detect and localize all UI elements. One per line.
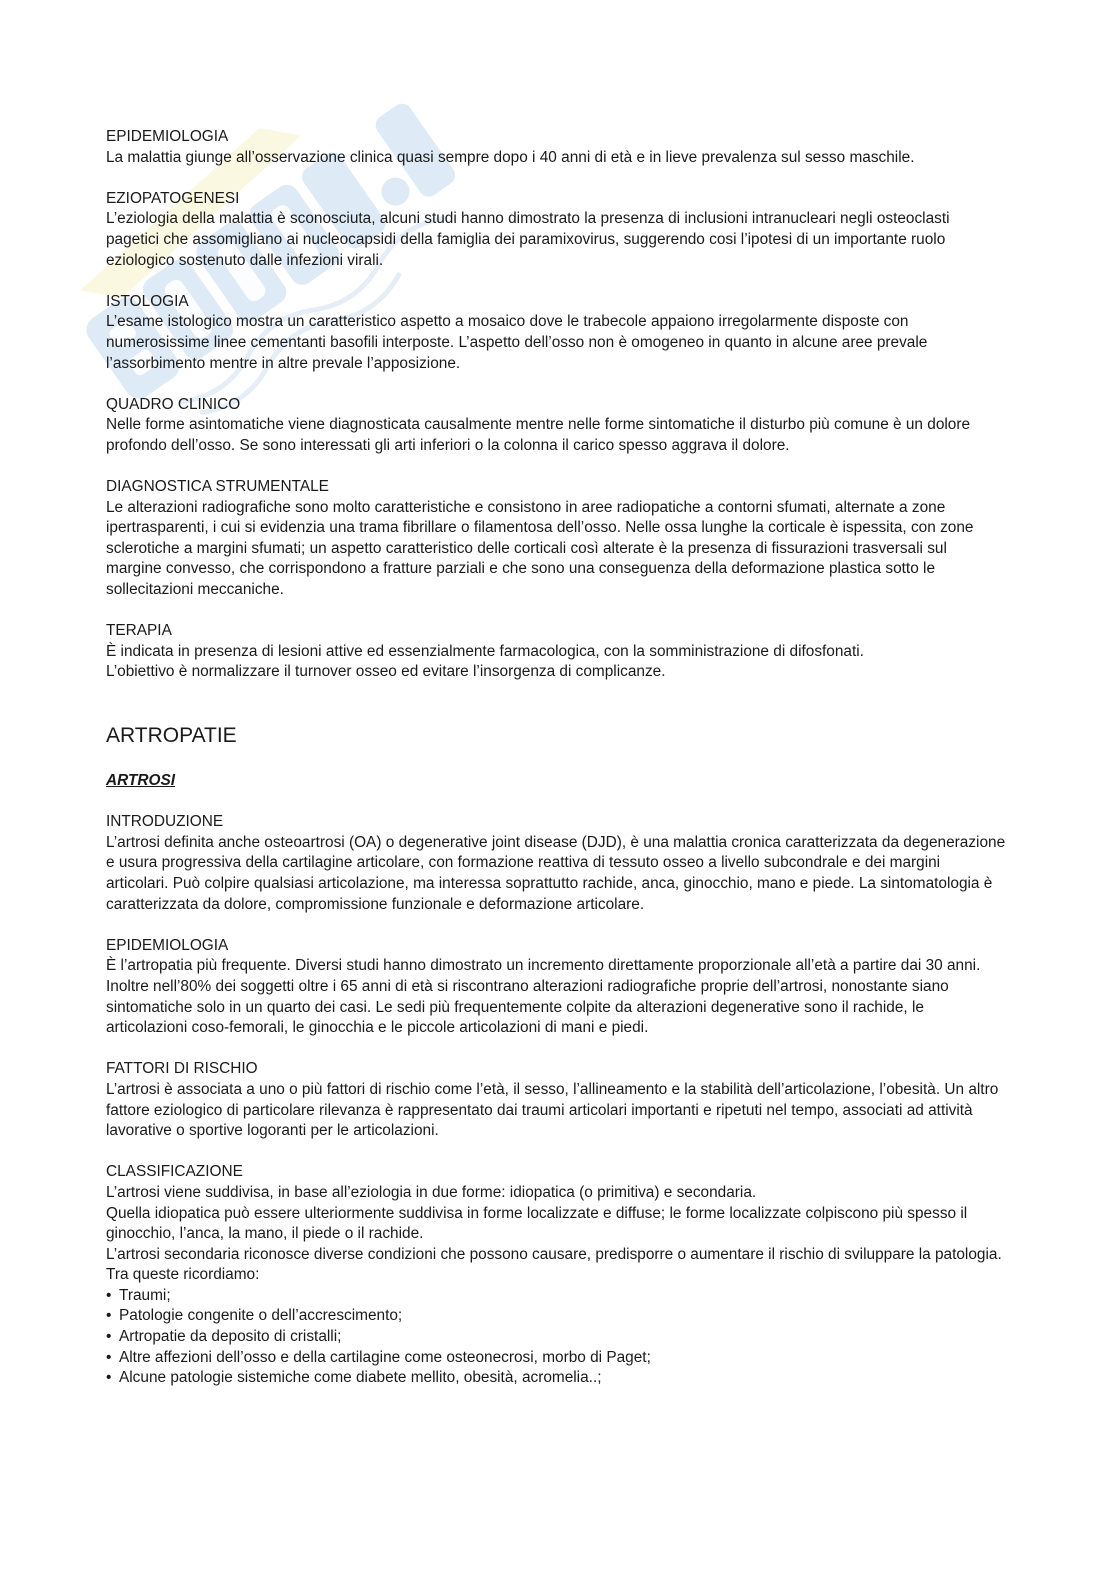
list-item: • Alcune patologie sistemiche come diabete mellito, obesità, acromelia..; (106, 1368, 1006, 1389)
section-heading: INTRODUZIONE (106, 813, 224, 831)
subsection-title: ARTROSI (106, 772, 175, 790)
section-heading: TERAPIA (106, 622, 172, 640)
section-heading: FATTORI DI RISCHIO (106, 1060, 258, 1078)
section-heading: EZIOPATOGENESI (106, 189, 240, 207)
list-item: • Artropatie da deposito di cristalli; (106, 1327, 1006, 1348)
section-introduzione (106, 812, 1006, 915)
section-paragraph: La malattia giunge all’osservazione clinica quasi sempre dopo i 40 anni di età e in lieve prevalenza sul sesso maschile. (106, 148, 915, 166)
section-fattori-di-rischio (106, 1059, 1006, 1141)
list-item: • Altre affezioni dell’osso e della cartilagine come osteonecrosi, morbo di Paget; (106, 1348, 1006, 1369)
section-diagnostica-strumentale (106, 477, 1006, 601)
section-heading: ISTOLOGIA (106, 292, 189, 310)
section-epidemiologia-artrosi (106, 936, 1006, 1039)
section-paragraph: È l’artropatia più frequente. Diversi studi hanno dimostrato un incremento direttamente proporzionale all’età a partire dai 30 anni. Inoltre nell’80% dei soggetti oltre i 65 anni di età si riscontrano alterazioni radiografiche proprie dell’artrosi, nonostante siano sintomatiche solo in un quarto dei casi. Le sedi più frequentemente colpite da alterazioni degenerative sono il rachide, le articolazioni coso-femorali, le ginocchia e le piccole articolazioni di mani e piedi. (106, 957, 981, 1037)
section-classificazione (106, 1162, 1006, 1389)
bullet-list (106, 1286, 1006, 1389)
section-paragraph: Quella idiopatica può essere ulteriormente suddivisa in forme localizzate e diffuse; le forme localizzate colpiscono più spesso il ginocchio, l’anca, la mano, il piede o il rachide. (106, 1204, 968, 1243)
section-istologia (106, 292, 1006, 374)
section-paragraph: L’artrosi viene suddivisa, in base all’eziologia in due forme: idiopatica (o primitiva) e secondaria. (106, 1183, 757, 1201)
section-heading: EPIDEMIOLOGIA (106, 128, 229, 145)
section-paragraph: L’artrosi definita anche osteoartrosi (OA) o degenerative joint disease (DJD), è una malattia cronica caratterizzata da degenerazione e usura progressiva della cartilagine articolare, con formazione reattiva di tessuto osseo a livello subcondrale e dei margini articolari. Può colpire qualsiasi articolazione, ma interessa soprattutto rachide, anca, ginocchio, mano e piede. La sintomatologia è caratterizzata da dolore, compromissione funzionale e deformazione articolare. (106, 833, 1006, 913)
document-body (106, 127, 1006, 1409)
section-paragraph: Nelle forme asintomatiche viene diagnosticata causalmente mentre nelle forme sintomatiche il disturbo più comune è un dolore profondo dell’osso. Se sono interessati gli arti inferiori o la colonna il carico spesso aggrava il dolore. (106, 416, 971, 454)
list-item: • Patologie congenite o dell’accrescimento; (106, 1306, 1006, 1327)
section-paragraph: Le alterazioni radiografiche sono molto caratteristiche e consistono in aree radiopatiche a contorni sfumati, alternate a zone ipertrasparenti, i cui si evidenzia una trama fibrillare o filamentosa dell’osso. Nelle ossa lunghe la corticale è ispessita, con zone sclerotiche a margini sfumati; un aspetto caratteristico delle corticali così alterate è la presenza di fissurazioni trasversali sul margine convesso, che corrispondono a fratture parziali e che sono una conseguenza della deformazione plastica sotto le sollecitazioni meccaniche. (106, 498, 974, 599)
section-paragraph: L’eziologia della malattia è sconosciuta, alcuni studi hanno dimostrato la presenza di inclusioni intranucleari negli osteoclasti pagetici che assomigliano ai nucleocapsidi della famiglia dei paramixovirus, suggerendo cosi l’ipotesi di un importante ruolo eziologico sostenuto dalle infezioni virali. (106, 210, 950, 269)
section-heading: DIAGNOSTICA STRUMENTALE (106, 478, 329, 496)
section-heading: QUADRO CLINICO (106, 395, 241, 413)
section-paragraph: L’artrosi è associata a uno o più fattori di rischio come l’età, il sesso, l’allineamento e la stabilità dell’articolazione, l’obesità. Un altro fattore eziologico di particolare rilevanza è rappresentato dai traumi articolari importanti e ripetuti nel tempo, associati ad attività lavorative o sportive logoranti per le articolazioni. (106, 1080, 999, 1140)
section-paragraph: L’artrosi secondaria riconosce diverse condizioni che possono causare, predisporre o aumentare il rischio di sviluppare la patologia. Tra queste ricordiamo: (106, 1245, 1002, 1284)
section-epidemiologia-paget (106, 127, 1006, 168)
section-paragraph: È indicata in presenza di lesioni attive ed essenzialmente farmacologica, con la somministrazione di difosfonati. (106, 642, 864, 660)
section-heading: EPIDEMIOLOGIA (106, 936, 229, 954)
chapter-title: ARTROPATIE (106, 724, 237, 748)
list-item: • Traumi; (106, 1286, 1006, 1307)
section-paragraph: L’esame istologico mostra un caratteristico aspetto a mosaico dove le trabecole appaiono irregolarmente disposte con numerosissime linee cementanti basofili interposte. L’aspetto dell’osso non è omogeneo in quanto in alcune aree prevale l’assorbimento mentre in altre prevale l’apposizione. (106, 313, 928, 372)
section-quadro-clinico (106, 395, 1006, 457)
section-paragraph: L’obiettivo è normalizzare il turnover osseo ed evitare l’insorgenza di complicanze. (106, 663, 666, 681)
section-terapia (106, 621, 1006, 683)
section-eziopatogenesi (106, 189, 1006, 271)
section-heading: CLASSIFICAZIONE (106, 1163, 243, 1181)
